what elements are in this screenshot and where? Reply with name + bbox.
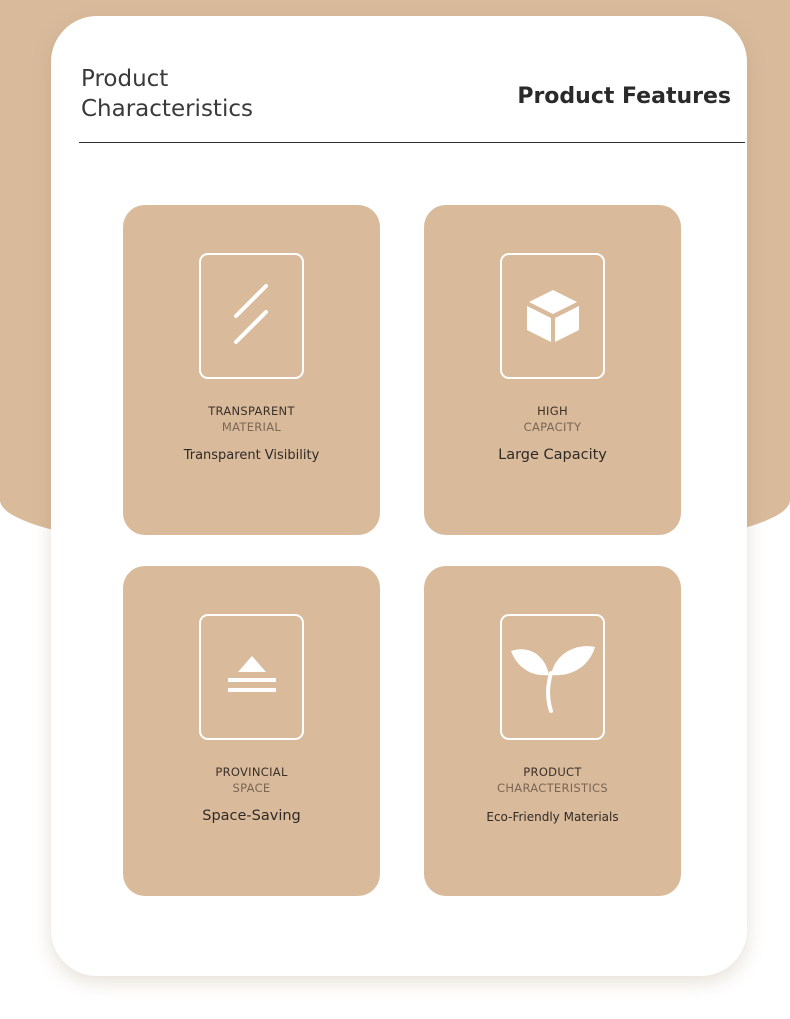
feature-caption: Eco-Friendly Materials (486, 810, 619, 824)
features-card (51, 16, 747, 976)
feature-tag (424, 403, 681, 435)
title-line-2: Characteristics (81, 96, 253, 122)
diagonal-lines-icon (222, 276, 282, 356)
feature-tile-transparent (123, 205, 380, 535)
tag-line-2: CAPACITY (523, 420, 582, 434)
section-title: Product Features (517, 84, 731, 109)
feature-tile-space (123, 566, 380, 896)
tag-line-1: HIGH (537, 404, 568, 418)
cube-icon (523, 286, 583, 346)
tag-line-1: PROVINCIAL (215, 765, 288, 779)
tag-line-2: CHARACTERISTICS (497, 781, 608, 795)
sprout-icon (505, 637, 601, 717)
icon-frame (500, 253, 605, 379)
feature-tile-eco (424, 566, 681, 896)
divider (79, 142, 745, 143)
icon-frame (500, 614, 605, 740)
icon-frame (199, 253, 304, 379)
page-title (81, 64, 253, 124)
tag-line-2: SPACE (232, 781, 271, 795)
feature-tag (123, 403, 380, 435)
feature-tile-capacity (424, 205, 681, 535)
feature-tag (123, 764, 380, 796)
stack-arrow-icon (222, 652, 282, 702)
feature-caption: Space-Saving (202, 808, 301, 824)
title-line-1: Product (81, 66, 169, 92)
tag-line-1: TRANSPARENT (208, 404, 295, 418)
feature-caption: Transparent Visibility (183, 448, 320, 463)
icon-frame (199, 614, 304, 740)
feature-caption: Large Capacity (498, 447, 607, 463)
feature-tag (424, 764, 681, 796)
tag-line-1: PRODUCT (523, 765, 582, 779)
tag-line-2: MATERIAL (221, 420, 282, 434)
